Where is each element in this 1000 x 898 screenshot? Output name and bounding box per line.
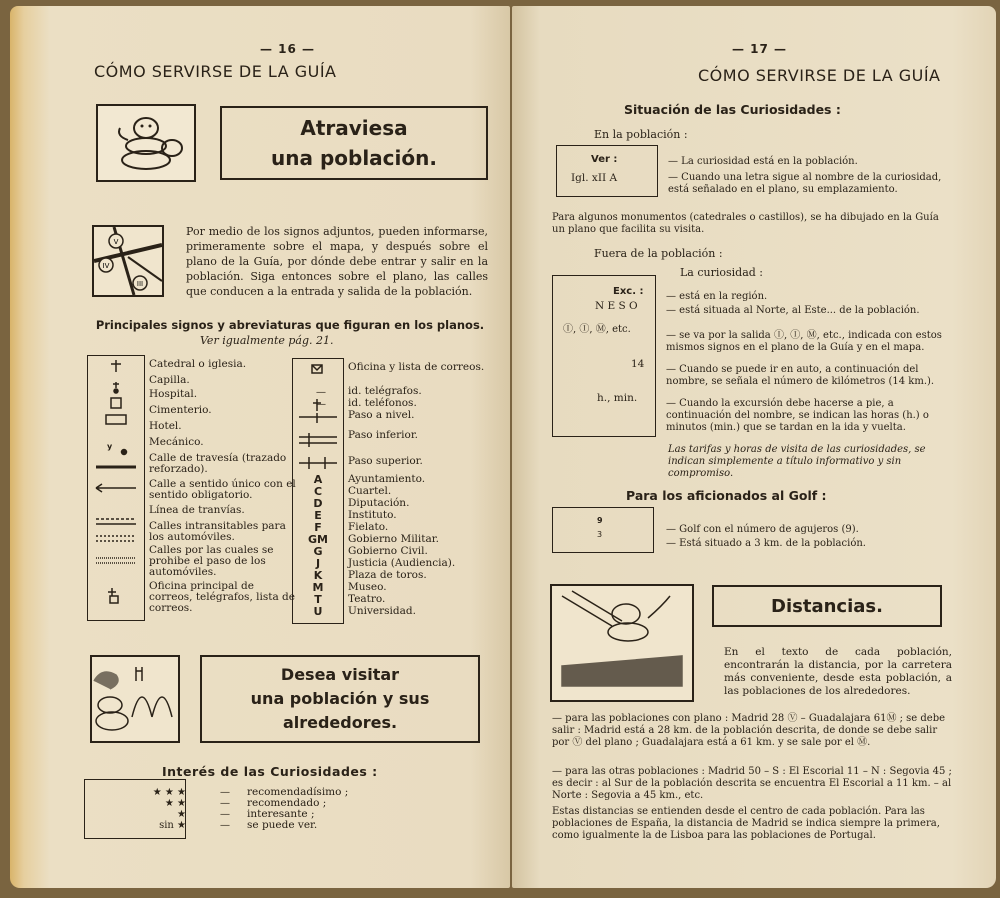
map-marker: IV <box>102 262 110 270</box>
signs-subheading: Ver igualmente pág. 21. <box>200 334 334 347</box>
abbreviation-meaning: Fielato. <box>348 521 389 533</box>
situacion-heading: Situación de las Curiosidades : <box>624 102 841 117</box>
page-16 <box>10 6 510 888</box>
symbols-column-left <box>87 355 145 621</box>
dist-plano: — para las poblaciones con plano : Madrid 28 Ⓥ – Guadalajara 61Ⓜ ; se debe salir : Madrid está a 28 km. de la población descrita, de donde se debe salir por Ⓥ del plano ; Guadalajara está a 61 km. y se sale por el Ⓜ. <box>552 713 946 748</box>
abbreviation-letter: A <box>313 473 323 486</box>
interest-dash: — <box>220 798 230 809</box>
sign-description: Paso a nivel. <box>348 409 415 421</box>
abbreviation-letter: J <box>315 557 321 570</box>
title-line: Desea visitar <box>280 665 400 684</box>
star-rating: ★ <box>177 809 186 820</box>
title-line: Atraviesa <box>300 116 408 140</box>
title-atraviesa <box>220 106 488 180</box>
id-mark: — <box>316 399 326 410</box>
golf-desc: — Está situado a 3 km. de la población. <box>666 538 866 549</box>
interest-label: se puede ver. <box>247 819 318 831</box>
abbreviation-letter: GM <box>308 533 328 546</box>
sign-description: Línea de tranvías. <box>149 504 245 516</box>
exits-label: Ⓘ, Ⓘ, Ⓜ, etc. <box>563 324 631 335</box>
golf-desc: — Golf con el número de agujeros (9). <box>666 524 859 535</box>
map-marker: V <box>113 238 119 246</box>
abbreviation-meaning: Instituto. <box>348 509 397 521</box>
sign-description: id. telégrafos. <box>348 385 422 397</box>
sign-description: Oficina y lista de correos. <box>348 361 485 373</box>
abbreviation-meaning: Gobierno Civil. <box>348 545 428 557</box>
page-number: — 16 — <box>260 42 316 56</box>
michelin-man-illustration <box>96 104 196 182</box>
abbreviation-letter: E <box>314 509 322 522</box>
abbreviation-meaning: Universidad. <box>348 605 416 617</box>
abbreviation-meaning: Plaza de toros. <box>348 569 427 581</box>
abbreviation-letter: C <box>313 485 323 498</box>
golf-heading: Para los aficionados al Golf : <box>626 488 827 503</box>
abbreviation-meaning: Justicia (Audiencia). <box>348 557 456 569</box>
sign-description: Calles por las cuales se prohibe el paso de los automóviles. <box>149 544 274 578</box>
sign-description: Calle de travesía (trazado reforzado). <box>149 452 287 475</box>
abbreviation-letter: U <box>313 605 323 618</box>
title-line: alrededores. <box>282 713 398 732</box>
sign-description: Mecánico. <box>149 436 204 448</box>
abbreviation-meaning: Cuartel. <box>348 485 392 497</box>
star-rating: ★ ★ <box>164 798 186 809</box>
sign-description: Oficina principal de correos, telégrafos, lista de correos. <box>149 580 295 614</box>
en-poblacion-label: En la población : <box>594 128 688 141</box>
sign-description: id. teléfonos. <box>348 397 417 409</box>
dist-otras: — para las otras poblaciones : Madrid 50 – S : El Escorial 11 – N : Segovia 45 ; es decir : al Sur de la población descrita se encuentra El Escorial a 11 km. – al Norte : Segovia a 45 km., etc. <box>552 766 952 801</box>
exc-box <box>552 275 656 437</box>
interest-label: recomendadísimo ; <box>247 786 349 798</box>
sign-description: Paso inferior. <box>348 429 419 441</box>
abbreviation-letter: G <box>313 545 323 558</box>
page-number: — 17 — <box>732 42 788 56</box>
town-visit-illustration <box>90 655 180 743</box>
sign-description: Cimenterio. <box>149 404 212 416</box>
box2-desc: — está situada al Norte, al Este... de la población. <box>666 305 920 316</box>
box2-desc: — se va por la salida Ⓘ, Ⓘ, Ⓜ, etc., indicada con estos mismos signos en el plano de la Guía y en el mapa. <box>666 330 942 353</box>
abbreviation-meaning: Diputación. <box>348 497 410 509</box>
sign-description: Capilla. <box>149 374 190 386</box>
interest-dash: — <box>220 809 230 820</box>
golf-holes: 9 <box>597 516 603 525</box>
abbreviation-meaning: Museo. <box>348 581 387 593</box>
monumentos-note: Para algunos monumentos (catedrales o castillos), se ha dibujado en la Guía un plano que facilita su visita. <box>552 212 939 235</box>
title-desea-visitar <box>200 655 480 743</box>
abbreviation-meaning: Teatro. <box>348 593 386 605</box>
box2-desc: — Cuando la excursión debe hacerse a pie, a continuación del nombre, se indican las horas (h.) o minutos (min.) que se tardan en la ida y vuelta. <box>666 398 929 433</box>
ver-box <box>556 145 658 197</box>
star-rating: ★ ★ ★ <box>152 787 186 798</box>
star-rating: sin ★ <box>159 820 186 831</box>
distancias-intro: En el texto de cada población, encontrarán la distancia, por la carretera más conveniente, desde esta población, a las poblaciones de los alrededores. <box>724 646 952 697</box>
interest-heading: Interés de las Curiosidades : <box>162 764 378 779</box>
time-label: h., min. <box>597 392 638 404</box>
running-head: CÓMO SERVIRSE DE LA GUÍA <box>698 66 941 85</box>
page-17 <box>512 6 996 888</box>
dist-centro: Estas distancias se entienden desde el centro de cada población. Para las poblaciones de España, la distancia de Madrid se indica siempre la primera, como igualmente la de Lisboa para las poblaciones de Portugal. <box>552 806 940 841</box>
abbreviation-letter: F <box>314 521 322 534</box>
abbreviation-meaning: Gobierno Militar. <box>348 533 439 545</box>
igl-label: Igl. xII A <box>571 172 618 184</box>
abbreviation-letter: M <box>312 581 324 594</box>
signs-heading: Principales signos y abreviaturas que figuran en los planos. <box>95 318 485 332</box>
abbreviation-meaning: Ayuntamiento. <box>348 473 426 485</box>
title-distancias: Distancias. <box>712 585 942 627</box>
sign-description: Calles intransitables para los automóviles. <box>149 520 286 543</box>
neso-label: N E S O <box>595 300 638 312</box>
map-marker: III <box>136 280 144 288</box>
sign-description: Paso superior. <box>348 455 423 467</box>
sign-description: Calle a sentido único con el sentido obligatorio. <box>149 478 296 501</box>
tarifas-note: Las tarifas y horas de visita de las curiosidades, se indican simplemente a título informativo y sin compromiso. <box>668 444 926 479</box>
sign-description: Catedral o iglesia. <box>149 358 247 370</box>
golf-box <box>552 507 654 553</box>
interest-dash: — <box>220 820 230 831</box>
km-label: 14 <box>631 358 645 370</box>
abbreviation-letter: T <box>314 593 322 606</box>
running-head: CÓMO SERVIRSE DE LA GUÍA <box>94 62 337 81</box>
hotel-symbol-text: y <box>107 442 113 451</box>
box1-desc-1: — La curiosidad está en la población. <box>668 156 858 167</box>
box2-desc: — está en la región. <box>666 291 768 302</box>
golf-distance: 3 <box>597 530 603 539</box>
box1-desc-2: — Cuando una letra sigue al nombre de la curiosidad, está señalado en el plano, su emplazamiento. <box>668 172 942 195</box>
interest-label: recomendado ; <box>247 797 327 809</box>
exc-label: Exc. : <box>613 286 644 297</box>
title-line: una población. <box>271 146 437 170</box>
la-curiosidad-label: La curiosidad : <box>680 266 764 279</box>
title-line: una población y sus <box>250 689 430 708</box>
abbreviation-letter: K <box>313 569 323 582</box>
fuera-label: Fuera de la población : <box>594 247 723 260</box>
sign-description: Hospital. <box>149 388 198 400</box>
id-mark: — <box>316 387 326 398</box>
route-map-illustration <box>92 225 164 297</box>
interest-dash: — <box>220 787 230 798</box>
interest-label: interesante ; <box>247 808 315 820</box>
distancias-illustration <box>550 584 694 702</box>
intro-paragraph: Por medio de los signos adjuntos, pueden informarse, primeramente sobre el mapa, y después sobre el plano de la Guía, por dónde debe entrar y salir en la población. Siga entonces sobre el plano, las calles que conducen a la entrada y salida de la población. <box>186 225 488 298</box>
abbreviation-letter: D <box>313 497 323 510</box>
box2-desc: — Cuando se puede ir en auto, a continuación del nombre, se señala el número de kilómetros (14 km.). <box>666 364 935 387</box>
sign-description: Hotel. <box>149 420 182 432</box>
ver-label: Ver : <box>591 154 618 165</box>
